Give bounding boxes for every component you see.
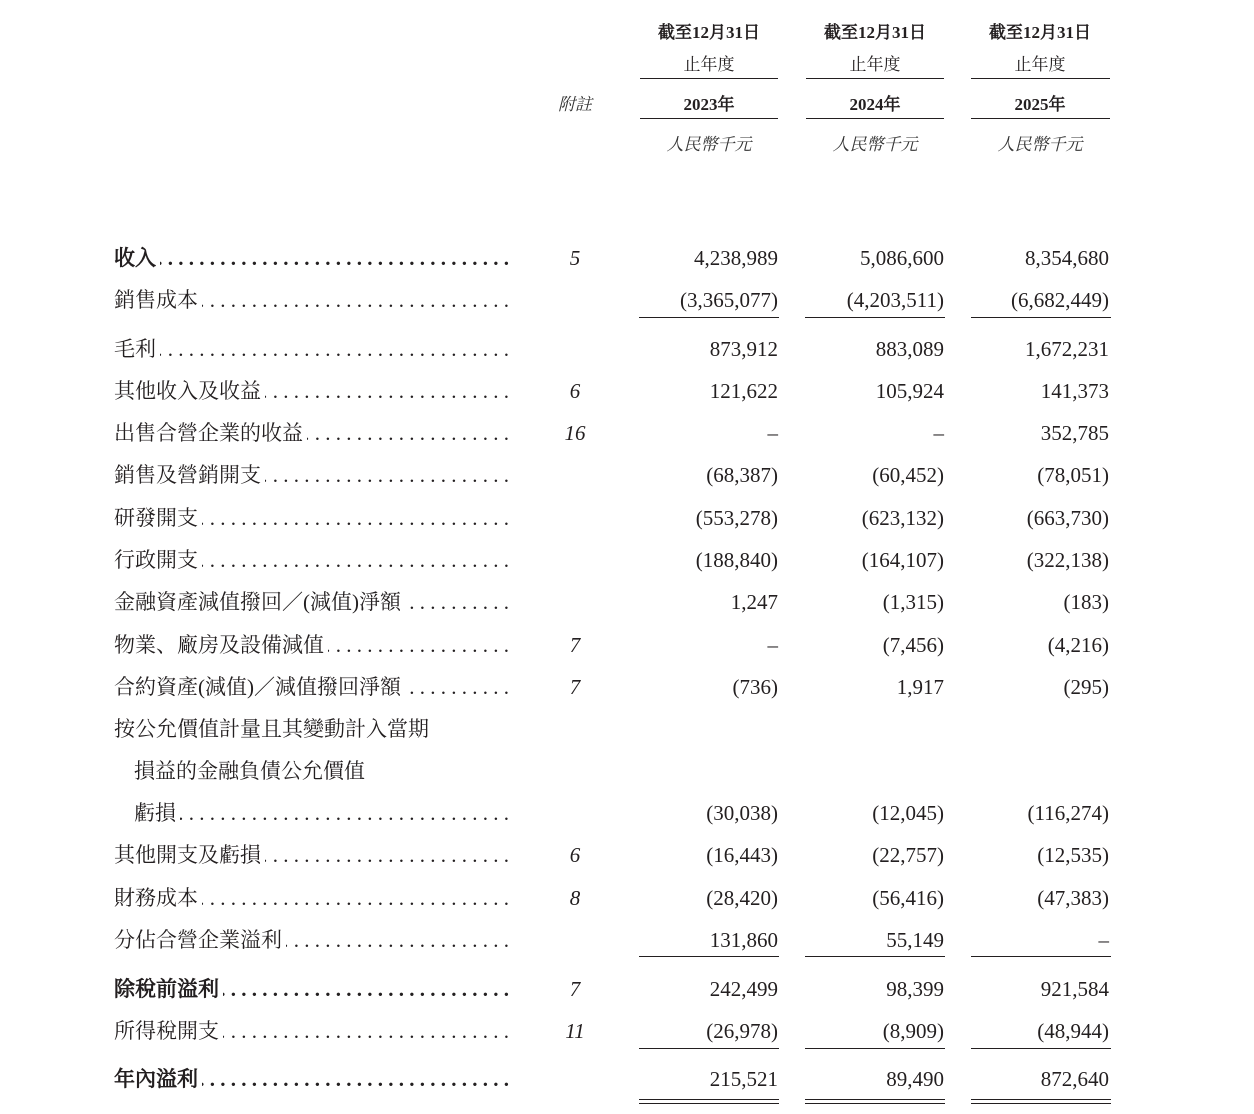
row-label-text: 其他開支及虧損	[114, 843, 265, 867]
note-ref: 7	[569, 633, 581, 657]
cell-value-2024: (22,757)	[872, 843, 944, 867]
cell-value-2023: (553,278)	[695, 506, 778, 530]
header-rule	[640, 78, 778, 79]
row-label-text: 研發開支	[114, 506, 202, 530]
note-ref: 8	[569, 886, 581, 910]
row-label-text: 出售合營企業的收益	[114, 421, 307, 445]
cell-value-2025: (6,682,449)	[1011, 288, 1109, 312]
table-row-finance-costs	[0, 883, 1254, 913]
row-label	[114, 883, 509, 913]
note-ref: 7	[569, 675, 581, 699]
cell-value-2025: (116,274)	[1027, 801, 1109, 825]
cell-value-2024: (1,315)	[882, 590, 944, 614]
note-column-header: 附註	[558, 95, 592, 114]
subtotal-rule	[971, 956, 1111, 957]
row-label-text: 收入	[114, 246, 160, 270]
cell-value-2025: 8,354,680	[1025, 246, 1109, 270]
cell-value-2023: (16,443)	[706, 843, 778, 867]
cell-value-2024: (60,452)	[872, 463, 944, 487]
cell-value-2023: 242,499	[709, 977, 778, 1001]
cell-value-2025: (295)	[1063, 675, 1109, 699]
cell-value-2023: 215,521	[709, 1067, 778, 1091]
year-label: 2025年	[1014, 95, 1066, 114]
cell-value-2025: 352,785	[1040, 421, 1109, 445]
period-line2: 止年度	[849, 55, 901, 74]
cell-value-2024: (56,416)	[872, 886, 944, 910]
table-row-ppe-impairment	[0, 630, 1254, 660]
year-label: 2023年	[683, 95, 735, 114]
cell-value-2023: (68,387)	[706, 463, 778, 487]
cell-value-2025: (322,138)	[1026, 548, 1109, 572]
table-row-financial-asset-impairment	[0, 587, 1254, 617]
cell-value-2025: (48,944)	[1037, 1019, 1109, 1043]
table-row-income-tax	[0, 1016, 1254, 1046]
subtotal-rule	[805, 956, 945, 957]
table-row-gross-profit	[0, 334, 1254, 364]
table-row-share-of-jv-profit	[0, 925, 1254, 955]
row-label	[114, 243, 509, 273]
double-underline	[639, 1099, 779, 1104]
subtotal-rule	[805, 317, 945, 318]
cell-value-2023: 121,622	[709, 379, 778, 403]
cell-value-2023: –	[767, 633, 778, 657]
cell-value-2025: 141,373	[1040, 379, 1109, 403]
table-row-profit-for-year	[0, 1064, 1254, 1094]
subtotal-rule	[639, 1048, 779, 1049]
cell-value-2025: (78,051)	[1037, 463, 1109, 487]
cell-value-2025: (4,216)	[1047, 633, 1109, 657]
cell-value-2023: (3,365,077)	[680, 288, 778, 312]
cell-value-2025: 1,672,231	[1025, 337, 1109, 361]
note-ref: 5	[569, 246, 581, 270]
row-label-text: 虧損	[134, 801, 180, 825]
cell-value-2023: 1,247	[730, 590, 778, 614]
row-label-text: 銷售成本	[114, 288, 202, 312]
row-label-text: 財務成本	[114, 886, 202, 910]
row-label	[114, 840, 509, 870]
header-rule	[640, 118, 778, 119]
header-rule	[971, 118, 1110, 119]
header-rule	[806, 78, 944, 79]
cell-value-2023: –	[767, 421, 778, 445]
note-ref: 6	[569, 843, 581, 867]
cell-value-2024: 98,399	[886, 977, 944, 1001]
cell-value-2025: (183)	[1063, 590, 1109, 614]
subtotal-rule	[639, 956, 779, 957]
row-label	[114, 974, 509, 1004]
row-label	[114, 376, 509, 406]
row-label-text: 行政開支	[114, 548, 202, 572]
row-label	[114, 503, 509, 533]
table-row-selling-expenses	[0, 460, 1254, 490]
row-label-text: 物業、廠房及設備減值	[114, 633, 328, 657]
header-rule	[806, 118, 944, 119]
row-label-line	[134, 798, 509, 828]
cell-value-2024: (8,909)	[882, 1019, 944, 1043]
cell-value-2025: (47,383)	[1037, 886, 1109, 910]
table-row-contract-asset-impairment	[0, 672, 1254, 702]
row-label	[114, 925, 509, 955]
period-line2: 止年度	[1014, 55, 1066, 74]
cell-value-2024: –	[933, 421, 944, 445]
double-underline	[971, 1099, 1111, 1104]
table-row-gain-disposal-jv	[0, 418, 1254, 448]
cell-value-2023: 131,860	[709, 928, 778, 952]
cell-value-2024: 1,917	[896, 675, 944, 699]
row-label-text: 損益的金融負債公允價值	[134, 759, 369, 783]
cell-value-2024: (4,203,511)	[846, 288, 944, 312]
cell-value-2024: (623,132)	[861, 506, 944, 530]
cell-value-2024: 5,086,600	[860, 246, 944, 270]
cell-value-2023: (736)	[732, 675, 778, 699]
row-label-text: 其他收入及收益	[114, 379, 265, 403]
row-label	[114, 545, 509, 575]
table-row-fair-value-loss	[0, 717, 1254, 828]
table-row-revenue	[0, 243, 1254, 273]
header-rule	[971, 78, 1110, 79]
period-line1: 截至12月31日	[989, 23, 1091, 42]
cell-value-2024: (164,107)	[861, 548, 944, 572]
cell-value-2023: (30,038)	[706, 801, 778, 825]
cell-value-2025: 872,640	[1040, 1067, 1109, 1091]
table-row-rd-expenses	[0, 503, 1254, 533]
table-row-other-expenses	[0, 840, 1254, 870]
subtotal-rule	[639, 317, 779, 318]
row-label-text: 除稅前溢利	[114, 977, 223, 1001]
row-label	[114, 1016, 509, 1046]
table-row-admin-expenses	[0, 545, 1254, 575]
period-line2: 止年度	[683, 55, 735, 74]
cell-value-2025: (663,730)	[1026, 506, 1109, 530]
note-ref: 7	[569, 977, 581, 1001]
subtotal-rule	[971, 1048, 1111, 1049]
year-label: 2024年	[849, 95, 901, 114]
row-label-text: 按公允價值計量且其變動計入當期	[114, 717, 433, 741]
subtotal-rule	[805, 1048, 945, 1049]
row-label-text: 年內溢利	[114, 1067, 202, 1091]
cell-value-2025: –	[1098, 928, 1109, 952]
cell-value-2024: 883,089	[875, 337, 944, 361]
row-label-line	[114, 714, 509, 744]
row-label	[114, 587, 509, 617]
row-label-text: 銷售及營銷開支	[114, 463, 265, 487]
table-row-other-income	[0, 376, 1254, 406]
period-line1: 截至12月31日	[824, 23, 926, 42]
cell-value-2023: (188,840)	[695, 548, 778, 572]
row-label	[114, 1064, 509, 1094]
table-row-cost-of-sales	[0, 285, 1254, 315]
cell-value-2023: 4,238,989	[694, 246, 778, 270]
cell-value-2023: 873,912	[709, 337, 778, 361]
row-label-text: 合約資產(減值)／減值撥回淨額	[114, 675, 405, 699]
cell-value-2024: 55,149	[886, 928, 944, 952]
row-label	[114, 285, 509, 315]
cell-value-2024: 105,924	[875, 379, 944, 403]
row-label	[114, 334, 509, 364]
unit-label: 人民幣千元	[666, 135, 752, 154]
period-line1: 截至12月31日	[658, 23, 760, 42]
subtotal-rule	[971, 317, 1111, 318]
row-label-text: 分佔合營企業溢利	[114, 928, 286, 952]
cell-value-2024: (7,456)	[882, 633, 944, 657]
cell-value-2024: 89,490	[886, 1067, 944, 1091]
cell-value-2025: 921,584	[1040, 977, 1109, 1001]
row-label	[114, 418, 509, 448]
cell-value-2024: (12,045)	[872, 801, 944, 825]
cell-value-2023: (28,420)	[706, 886, 778, 910]
cell-value-2025: (12,535)	[1037, 843, 1109, 867]
cell-value-2023: (26,978)	[706, 1019, 778, 1043]
row-label-text: 所得稅開支	[114, 1019, 223, 1043]
row-label-line	[134, 756, 509, 786]
row-label-text: 毛利	[114, 337, 160, 361]
row-label	[114, 630, 509, 660]
unit-label: 人民幣千元	[997, 135, 1083, 154]
table-row-profit-before-tax	[0, 974, 1254, 1004]
double-underline	[805, 1099, 945, 1104]
note-ref: 6	[569, 379, 581, 403]
note-ref: 16	[564, 421, 586, 445]
row-label-text: 金融資產減值撥回／(減值)淨額	[114, 590, 405, 614]
unit-label: 人民幣千元	[832, 135, 918, 154]
note-ref: 11	[565, 1019, 585, 1043]
row-label	[114, 460, 509, 490]
row-label	[114, 672, 509, 702]
